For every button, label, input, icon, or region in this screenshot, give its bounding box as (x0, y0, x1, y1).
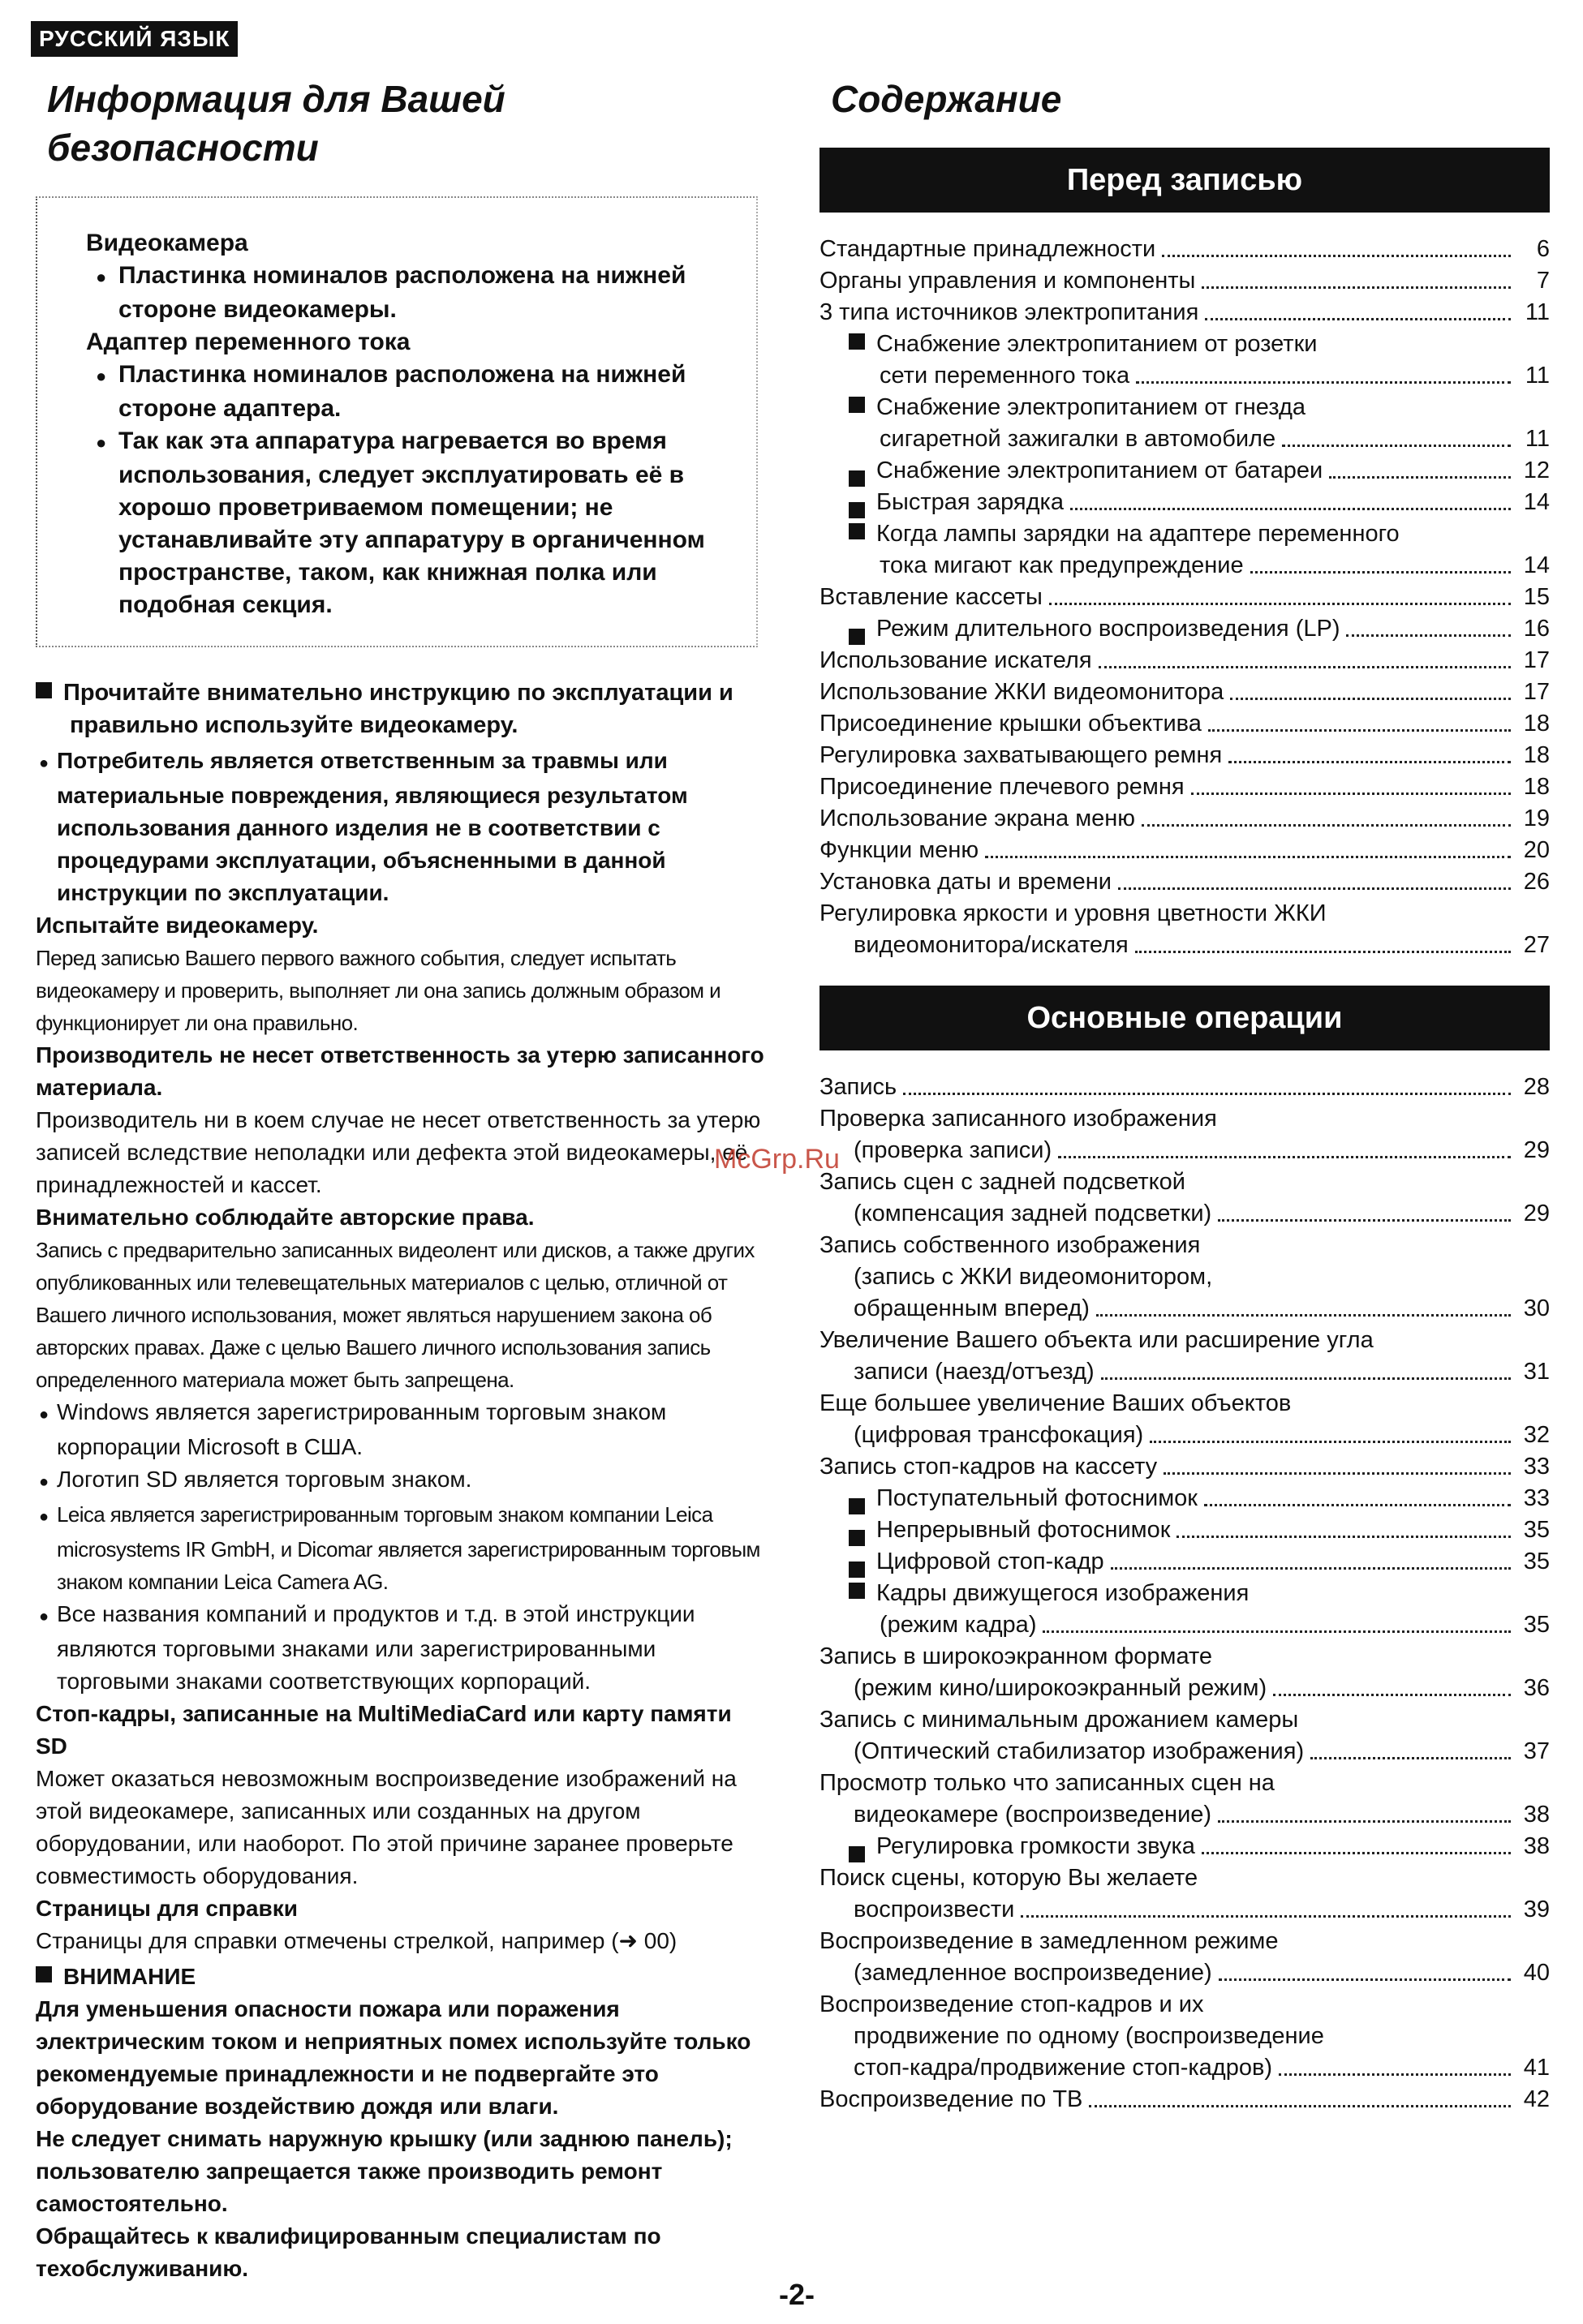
safety-heading: Видеокамера (86, 230, 248, 256)
toc-leader-dots (1230, 698, 1511, 700)
toc-leader-dots (1279, 2073, 1511, 2076)
toc-page-number: 18 (1523, 742, 1550, 768)
safety-bullet: ● Пластинка номиналов расположена на нижней стороне адаптера. (86, 359, 732, 425)
safety-column (36, 75, 766, 2285)
toc-label: Снабжение электропитанием от гнезда (876, 394, 1306, 420)
toc-label: Поступательный фотоснимок (876, 1485, 1198, 1511)
toc-label-continued: (Оптический стабилизатор изображения) (854, 1738, 1305, 1764)
toc-page-number: 29 (1523, 1201, 1550, 1226)
square-bullet-icon (849, 1846, 865, 1862)
toc-entry (819, 1862, 1550, 1926)
toc-leader-dots (985, 856, 1511, 858)
contents-column (819, 75, 1550, 2116)
toc-label: Увеличение Вашего объекта или расширение угла (819, 1327, 1374, 1353)
toc-line (819, 898, 1550, 930)
toc-leader-dots (1273, 1694, 1511, 1696)
read-instructions-heading (36, 677, 766, 741)
toc-leader-dots (1250, 571, 1511, 573)
toc-leader-dots (1202, 1852, 1511, 1854)
contents-title: Содержание (831, 78, 1062, 120)
toc-page-number: 42 (1523, 2086, 1550, 2112)
watermark: McGrp.Ru (714, 1144, 840, 1175)
toc-label: Воспроизведение стоп-кадров и их (819, 1991, 1204, 2017)
toc-label: Регулировка громкости звука (876, 1833, 1195, 1859)
toc-page-number: 27 (1523, 932, 1550, 958)
toc-entry (819, 1641, 1550, 1704)
toc-leader-dots (1204, 1504, 1511, 1506)
toc-label: Воспроизведение по ТВ (819, 2086, 1083, 2112)
warning-paragraph: Обращайтесь к квалифицированным специалистам по техобслуживанию. (36, 2223, 661, 2281)
toc-line (819, 1768, 1550, 1799)
toc-label: Запись стоп-кадров на кассету (819, 1454, 1158, 1480)
toc-entry (819, 1989, 1550, 2084)
toc-leader-dots (1176, 1536, 1511, 1538)
toc-leader-dots (1282, 445, 1511, 447)
toc-page-number: 35 (1523, 1517, 1550, 1543)
warning-paragraph: Для уменьшения опасности пожара или поражения электрическим током и неприятных помех используйте только рекомендуемые принадлежности и не подвергайте это оборудование воздействию дождя или влаги. (36, 1996, 751, 2119)
toc-page-number: 33 (1523, 1485, 1550, 1511)
toc-label-continued: видеокамере (воспроизведение) (854, 1802, 1212, 1828)
toc-page-number: 28 (1523, 1074, 1550, 1100)
toc-page-number: 11 (1525, 299, 1550, 325)
toc-line (819, 297, 1550, 329)
toc-entry (819, 866, 1550, 898)
toc-label: Быстрая зарядка (876, 489, 1064, 515)
toc-line (819, 866, 1550, 898)
square-bullet-icon (849, 1583, 865, 1599)
square-bullet-icon (36, 1966, 52, 1982)
toc-entry (819, 455, 1550, 487)
toc-leader-dots (1310, 1757, 1511, 1759)
paragraph: Запись с предварительно записанных видеолент или дисков, а также других опубликованных или телевещательных материалов с целью, отличной от Вашего личного использования, может являться нарушением закона об авторских правах. Даже с целью Вашего личного использования запись определенного материала может быть запрещена. (36, 1238, 755, 1392)
toc-label-continued: (цифровая трансфокация) (854, 1422, 1144, 1448)
toc-leader-dots (1058, 1156, 1511, 1158)
square-bullet-icon (849, 1562, 865, 1578)
toc-entry (819, 234, 1550, 265)
paragraph: Испытайте видеокамеру. (36, 913, 319, 938)
toc-leader-dots (1070, 508, 1511, 510)
toc-entry (819, 1704, 1550, 1768)
toc-entry (819, 645, 1550, 677)
safety-bullet: ● Пластинка номиналов расположена на нижней стороне видеокамеры. (86, 260, 732, 326)
toc-line (819, 2021, 1550, 2052)
toc-line (819, 1546, 1550, 1578)
toc-entry (819, 1230, 1550, 1325)
warning-title (36, 1961, 766, 1993)
toc-leader-dots (1049, 603, 1511, 605)
toc-label-continued: стоп-кадра/продвижение стоп-кадров) (854, 2055, 1273, 2081)
toc-page-number: 26 (1523, 869, 1550, 895)
warning-title-text: ВНИМАНИЕ (63, 1964, 196, 1989)
toc-label: Режим длительного воспроизведения (LP) (876, 616, 1340, 642)
toc-label-continued: сети переменного тока (880, 363, 1130, 389)
toc-leader-dots (1191, 793, 1511, 795)
toc-entry (819, 518, 1550, 582)
toc-line (819, 1261, 1550, 1293)
toc-entry (819, 677, 1550, 708)
toc-entry (819, 297, 1550, 329)
toc-page-number: 12 (1523, 457, 1550, 483)
toc-label: Использование ЖКИ видеомонитора (819, 679, 1224, 705)
toc-page-number: 32 (1523, 1422, 1550, 1448)
toc-page-number: 17 (1523, 647, 1550, 673)
toc-page-number: 35 (1523, 1549, 1550, 1574)
toc-label: Использование экрана меню (819, 805, 1136, 831)
toc-page-number: 41 (1523, 2055, 1550, 2081)
toc-entry (819, 1831, 1550, 1862)
section-header-basic-operations: Основные операции (819, 986, 1550, 1050)
toc-leader-dots (1118, 887, 1511, 890)
paragraph: Производитель не несет ответственность за утерю записанного материала. (36, 1042, 764, 1100)
toc-label-continued: (замедленное воспроизведение) (854, 1960, 1212, 1986)
toc-label: Регулировка захватывающего ремня (819, 742, 1223, 768)
toc-label: Еще большее увеличение Ваших объектов (819, 1390, 1292, 1416)
toc-page-number: 14 (1523, 489, 1550, 515)
toc-entry (819, 1072, 1550, 1103)
toc-entry (819, 1166, 1550, 1230)
toc-entry (819, 329, 1550, 392)
toc-page-number: 29 (1523, 1137, 1550, 1163)
toc-leader-dots (1136, 381, 1511, 384)
toc-label-continued: (режим кино/широкоэкранный режим) (854, 1675, 1267, 1701)
toc-line (819, 1831, 1550, 1862)
toc-line (819, 1103, 1550, 1135)
toc-label: Просмотр только что записанных сцен на (819, 1770, 1275, 1796)
toc-line (819, 1325, 1550, 1356)
toc-label: Стандартные принадлежности (819, 236, 1156, 262)
toc-line (819, 455, 1550, 487)
square-bullet-icon (849, 502, 865, 518)
toc-entry (819, 392, 1550, 455)
square-bullet-icon (36, 682, 52, 698)
toc-line (819, 487, 1550, 518)
toc-line (819, 613, 1550, 645)
toc-before-recording (819, 234, 1550, 961)
toc-line (819, 1641, 1550, 1673)
toc-page-number: 7 (1536, 268, 1550, 294)
toc-entry (819, 582, 1550, 613)
toc-label: Запись с минимальным дрожанием камеры (819, 1707, 1299, 1733)
toc-entry (819, 898, 1550, 961)
toc-entry (819, 740, 1550, 771)
warning-paragraph: Не следует снимать наружную крышку (или заднюю панель); пользователю запрещается также производить ремонт самостоятельно. (36, 2126, 733, 2216)
toc-leader-dots (1329, 476, 1511, 479)
toc-entry (819, 771, 1550, 803)
paragraph: Страницы для справки (36, 1896, 298, 1921)
toc-line (819, 1894, 1550, 1926)
toc-line (819, 1356, 1550, 1388)
toc-page-number: 18 (1523, 774, 1550, 800)
read-instructions-text: Прочитайте внимательно инструкцию по эксплуатации и правильно используйте видеокамеру. (63, 680, 733, 738)
toc-page-number: 14 (1523, 552, 1550, 578)
square-bullet-icon (849, 333, 865, 350)
toc-leader-dots (1346, 634, 1511, 637)
toc-leader-dots (1142, 824, 1511, 827)
paragraph: Внимательно соблюдайте авторские права. (36, 1205, 535, 1230)
toc-line (819, 803, 1550, 835)
toc-label-continued: (режим кадра) (880, 1612, 1037, 1638)
safety-notice-box (36, 196, 758, 647)
toc-leader-dots (1219, 1978, 1511, 1981)
toc-line (819, 1704, 1550, 1736)
toc-label: Органы управления и компоненты (819, 268, 1196, 294)
toc-entry (819, 2084, 1550, 2116)
toc-page-number: 38 (1523, 1833, 1550, 1859)
toc-label: Функции меню (819, 837, 979, 863)
toc-line (819, 1514, 1550, 1546)
toc-label-continued: видеомонитора/искателя (854, 932, 1129, 958)
toc-page-number: 18 (1523, 711, 1550, 737)
square-bullet-icon (849, 1498, 865, 1514)
toc-label-continued: сигаретной зажигалки в автомобиле (880, 426, 1276, 452)
toc-label: Кадры движущегося изображения (876, 1580, 1250, 1606)
toc-label: Запись собственного изображения (819, 1232, 1201, 1258)
toc-entry (819, 487, 1550, 518)
toc-line (819, 835, 1550, 866)
toc-label: Вставление кассеты (819, 584, 1043, 610)
square-bullet-icon (849, 1530, 865, 1546)
toc-leader-dots (1162, 255, 1511, 257)
toc-page-number: 11 (1525, 363, 1550, 389)
toc-page-number: 33 (1523, 1454, 1550, 1480)
warning-paragraphs (36, 1993, 766, 2285)
toc-label-continued: записи (наезд/отъезд) (854, 1359, 1095, 1385)
toc-page-number: 40 (1523, 1960, 1550, 1986)
toc-page-number: 35 (1523, 1612, 1550, 1638)
safety-title: Информация для Вашей безопасности (47, 78, 505, 169)
toc-line (819, 1957, 1550, 1989)
paragraph: Может оказаться невозможным воспроизведение изображений на этой видеокамере, записанных или созданных на другом оборудовании, или наоборот. По этой причине заранее проверьте совместимость оборудования. (36, 1766, 737, 1888)
toc-label: Использование искателя (819, 647, 1092, 673)
toc-label: Запись сцен с задней подсветкой (819, 1169, 1185, 1195)
toc-label: Регулировка яркости и уровня цветности ЖКИ (819, 900, 1327, 926)
square-bullet-icon (849, 397, 865, 413)
paragraph: ● Потребитель является ответственным за травмы или материальные повреждения, являющиеся результатом использования данного изделия не в соответствии с процедурами эксплуатации, объясненными в данной инструкции по эксплуатации. (36, 745, 766, 909)
toc-page-number: 36 (1523, 1675, 1550, 1701)
toc-leader-dots (1099, 666, 1511, 668)
toc-label: Снабжение электропитанием от розетки (876, 331, 1318, 357)
paragraph: ● Leica является зарегистрированным торговым знаком компании Leica microsystems IR GmbH, и Dicomar является зарегистрированным торговым знаком компании Leica Camera AG. (36, 1498, 766, 1598)
toc-entry (819, 1546, 1550, 1578)
toc-line (819, 771, 1550, 803)
toc-label: Непрерывный фотоснимок (876, 1517, 1171, 1543)
toc-entry (819, 708, 1550, 740)
toc-label-continued: тока мигают как предупреждение (880, 552, 1244, 578)
toc-page-number: 20 (1523, 837, 1550, 863)
paragraph: Стоп-кадры, записанные на MultiMediaCard или карту памяти SD (36, 1701, 732, 1759)
toc-line (819, 1198, 1550, 1230)
toc-line (819, 740, 1550, 771)
toc-entry (819, 803, 1550, 835)
toc-line (819, 1926, 1550, 1957)
toc-page-number: 6 (1536, 236, 1550, 262)
toc-line (819, 1135, 1550, 1166)
section-header-before-recording: Перед записью (819, 148, 1550, 213)
toc-page-number: 30 (1523, 1295, 1550, 1321)
toc-line (819, 1862, 1550, 1894)
toc-line (819, 329, 1550, 360)
toc-leader-dots (1043, 1630, 1511, 1633)
toc-line (819, 1388, 1550, 1420)
toc-leader-dots (1101, 1377, 1511, 1380)
safety-heading: Адаптер переменного тока (86, 329, 411, 355)
square-bullet-icon (849, 523, 865, 539)
toc-page-number: 38 (1523, 1802, 1550, 1828)
toc-entry (819, 1103, 1550, 1166)
toc-label: Запись в широкоэкранном формате (819, 1643, 1213, 1669)
toc-page-number: 37 (1523, 1738, 1550, 1764)
paragraph: Перед записью Вашего первого важного события, следует испытать видеокамеру и проверить, выполняет ли она запись должным образом и функционирует ли она правильно. (36, 946, 721, 1035)
toc-label: Запись (819, 1074, 897, 1100)
warning-block (36, 1961, 766, 2285)
toc-leader-dots (1096, 1314, 1511, 1317)
toc-leader-dots (1228, 761, 1511, 763)
toc-line (819, 677, 1550, 708)
toc-line (819, 1230, 1550, 1261)
square-bullet-icon (849, 629, 865, 645)
paragraph: ● Логотип SD является торговым знаком. (36, 1463, 766, 1498)
page-number: -2- (779, 2278, 815, 2311)
toc-line (819, 582, 1550, 613)
toc-line (819, 1609, 1550, 1641)
toc-leader-dots (1111, 1567, 1511, 1570)
toc-entry (819, 1768, 1550, 1831)
toc-label: Присоединение плечевого ремня (819, 774, 1185, 800)
paragraph: ● Все названия компаний и продуктов и т.д. в этой инструкции являются торговыми знаками или зарегистрированными торговыми знаками соответствующих корпораций. (36, 1598, 766, 1698)
toc-label: Когда лампы зарядки на адаптере переменного (876, 521, 1400, 547)
toc-line (819, 645, 1550, 677)
toc-entry (819, 613, 1550, 645)
toc-leader-dots (1208, 729, 1511, 732)
toc-line (819, 1451, 1550, 1483)
toc-entry (819, 1388, 1550, 1451)
toc-line (819, 1483, 1550, 1514)
toc-label: Снабжение электропитанием от батареи (876, 457, 1323, 483)
toc-line (819, 550, 1550, 582)
toc-entry (819, 1451, 1550, 1483)
toc-line (819, 518, 1550, 550)
toc-page-number: 39 (1523, 1897, 1550, 1922)
toc-label: 3 типа источников электропитания (819, 299, 1199, 325)
toc-page-number: 19 (1523, 805, 1550, 831)
toc-leader-dots (1218, 1820, 1511, 1823)
toc-label: Цифровой стоп-кадр (876, 1549, 1104, 1574)
toc-entry (819, 1926, 1550, 1989)
toc-line (819, 1072, 1550, 1103)
toc-leader-dots (1021, 1915, 1511, 1918)
toc-line (819, 234, 1550, 265)
paragraph: ● Windows является зарегистрированным торговым знаком корпорации Microsoft в США. (36, 1396, 766, 1463)
toc-label-continued: продвижение по одному (воспроизведение (854, 2023, 1324, 2049)
toc-line (819, 2052, 1550, 2084)
toc-line (819, 1293, 1550, 1325)
toc-line (819, 1578, 1550, 1609)
safety-bullet: ● Так как эта аппаратура нагревается во время использования, следует эксплуатировать её в хорошо проветриваемом помещении; не устанавливайте эту аппаратуру в органиченном пространстве, таком, как книжная полка или подобная секция. (86, 425, 732, 621)
toc-leader-dots (1205, 318, 1511, 320)
toc-line (819, 930, 1550, 961)
square-bullet-icon (849, 470, 865, 487)
toc-line (819, 1799, 1550, 1831)
toc-label-continued: (запись с ЖКИ видеомонитором, (854, 1264, 1213, 1290)
toc-entry (819, 1514, 1550, 1546)
toc-leader-dots (1150, 1441, 1511, 1443)
toc-line (819, 1420, 1550, 1451)
toc-label-continued: обращенным вперед) (854, 1295, 1090, 1321)
toc-label: Поиск сцены, которую Вы желаете (819, 1865, 1198, 1891)
toc-line (819, 265, 1550, 297)
toc-entry (819, 835, 1550, 866)
toc-label-continued: (проверка записи) (854, 1137, 1052, 1163)
toc-entry (819, 1483, 1550, 1514)
toc-line (819, 708, 1550, 740)
toc-line (819, 360, 1550, 392)
toc-leader-dots (903, 1093, 1511, 1095)
toc-line (819, 1673, 1550, 1704)
toc-entry (819, 265, 1550, 297)
toc-line (819, 2084, 1550, 2116)
toc-leader-dots (1089, 2105, 1511, 2107)
toc-line (819, 1989, 1550, 2021)
toc-line (819, 1166, 1550, 1198)
toc-leader-dots (1218, 1219, 1511, 1222)
toc-label-continued: (компенсация задней подсветки) (854, 1201, 1212, 1226)
toc-label: Проверка записанного изображения (819, 1106, 1217, 1132)
toc-label-continued: воспроизвести (854, 1897, 1015, 1922)
toc-entry (819, 1325, 1550, 1388)
safety-paragraphs (36, 745, 766, 1957)
paragraph: Страницы для справки отмечены стрелкой, например (➜ 00) (36, 1928, 678, 1953)
paragraph: Производитель ни в коем случае не несет ответственность за утерю записей вследствие неполадки или дефекта этой видеокамеры, её принадлежностей и кассет. (36, 1107, 761, 1197)
language-tag: РУССКИЙ ЯЗЫК (31, 21, 238, 57)
toc-page-number: 17 (1523, 679, 1550, 705)
toc-label: Воспроизведение в замедленном режиме (819, 1928, 1279, 1954)
toc-page-number: 31 (1523, 1359, 1550, 1385)
toc-page-number: 11 (1525, 426, 1550, 452)
toc-entry (819, 1578, 1550, 1641)
toc-line (819, 392, 1550, 423)
toc-basic-operations (819, 1072, 1550, 2116)
toc-line (819, 1736, 1550, 1768)
toc-label: Присоединение крышки объектива (819, 711, 1202, 737)
toc-line (819, 423, 1550, 455)
toc-label: Установка даты и времени (819, 869, 1112, 895)
toc-leader-dots (1202, 286, 1511, 289)
toc-page-number: 15 (1523, 584, 1550, 610)
toc-leader-dots (1164, 1472, 1511, 1475)
toc-leader-dots (1135, 951, 1511, 953)
toc-page-number: 16 (1523, 616, 1550, 642)
